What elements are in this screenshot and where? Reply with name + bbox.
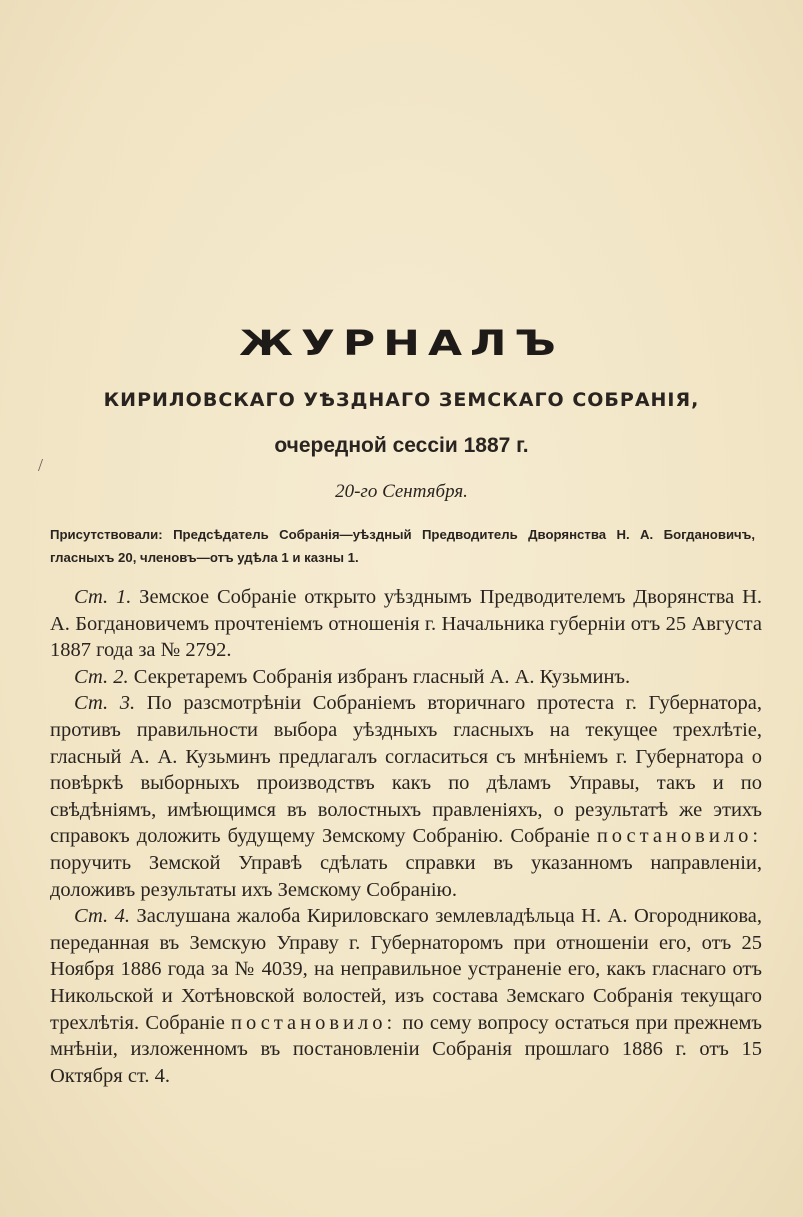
- article-text: Земское Собраніе открыто уѣзднымъ Предводителемъ Дворянства Н. А. Богдановичемъ прочтеніемъ отношенія г. Начальника губерніи отъ 25 Августа 1887 года за № 2792.: [50, 586, 763, 662]
- session-date: 20-го Сентября.: [335, 481, 468, 502]
- attendance-text: Предсѣдатель Собранія—уѣздный Предводитель Дворянства Н. А. Богдановичъ, гласныхъ 20, членовъ—отъ удѣла 1 и казны 1.: [50, 527, 755, 565]
- decree-word: постановило:: [231, 1011, 397, 1034]
- article-text: По разсмотрѣніи Собраніемъ вторичнаго протеста г. Губернатора, противъ правильности выбора уѣздныхъ гласныхъ на текущее трехлѣтіе, гласный А. А. Кузьминъ предлагалъ согласиться съ мнѣніемъ г. Губернатора о повѣркѣ выборныхъ производствъ какъ по дѣламъ Управы, такъ и по свѣдѣніямъ, имѣющимся въ волостныхъ правленіяхъ, о результатѣ же этихъ справокъ доложить будущему Земскому Собранію. Собраніе: [50, 692, 762, 848]
- article-3: [50, 690, 762, 903]
- article-text: поручить Земской Управѣ сдѣлать справки въ указанномъ направленіи, доложивъ результаты ихъ Земскому Собранію.: [50, 851, 762, 901]
- assembly-subtitle: КИРИЛОВСКАГО УѢЗДНАГО ЗЕМСКАГО СОБРАНІЯ,: [103, 389, 700, 411]
- article-number: Ст. 1.: [74, 586, 132, 608]
- attendance-paragraph: [50, 523, 755, 569]
- article-text: Секретаремъ Собранія избранъ гласный А. А. Кузьминъ.: [133, 665, 631, 688]
- article-4: [50, 903, 762, 1089]
- attendance-label: Присутствовали:: [50, 527, 163, 542]
- article-text: Заслушана жалоба Кириловскаго землевладѣльца Н. А. Огородникова, переданная въ Земскую Управу г. Губернаторомъ при отношеніи его, отъ 25 Ноября 1886 года за № 4039, на неправильное устраненіе его, какъ гласнаго отъ Никольской и Хотѣновской волостей, изъ состава Земскаго Собранія текущаго трехлѣтія. Собраніе: [50, 905, 762, 1034]
- article-text: по сему вопросу остаться при прежнемъ мнѣніи, изложенномъ въ постановленіи Собранія прошлаго 1886 г. отъ 15 Октября ст. 4.: [50, 1011, 763, 1087]
- article-1: [50, 584, 762, 664]
- journal-title: ЖУРНАЛЪ: [239, 323, 564, 364]
- article-2: [50, 664, 762, 691]
- article-number: Ст. 3.: [74, 692, 136, 715]
- article-number: Ст. 4.: [74, 905, 131, 928]
- margin-mark: /: [38, 455, 44, 475]
- decree-word: постановило:: [596, 825, 763, 848]
- article-number: Ст. 2.: [74, 665, 129, 688]
- session-line: очередной сессіи 1887 г.: [274, 434, 529, 457]
- articles-body: [50, 584, 762, 1089]
